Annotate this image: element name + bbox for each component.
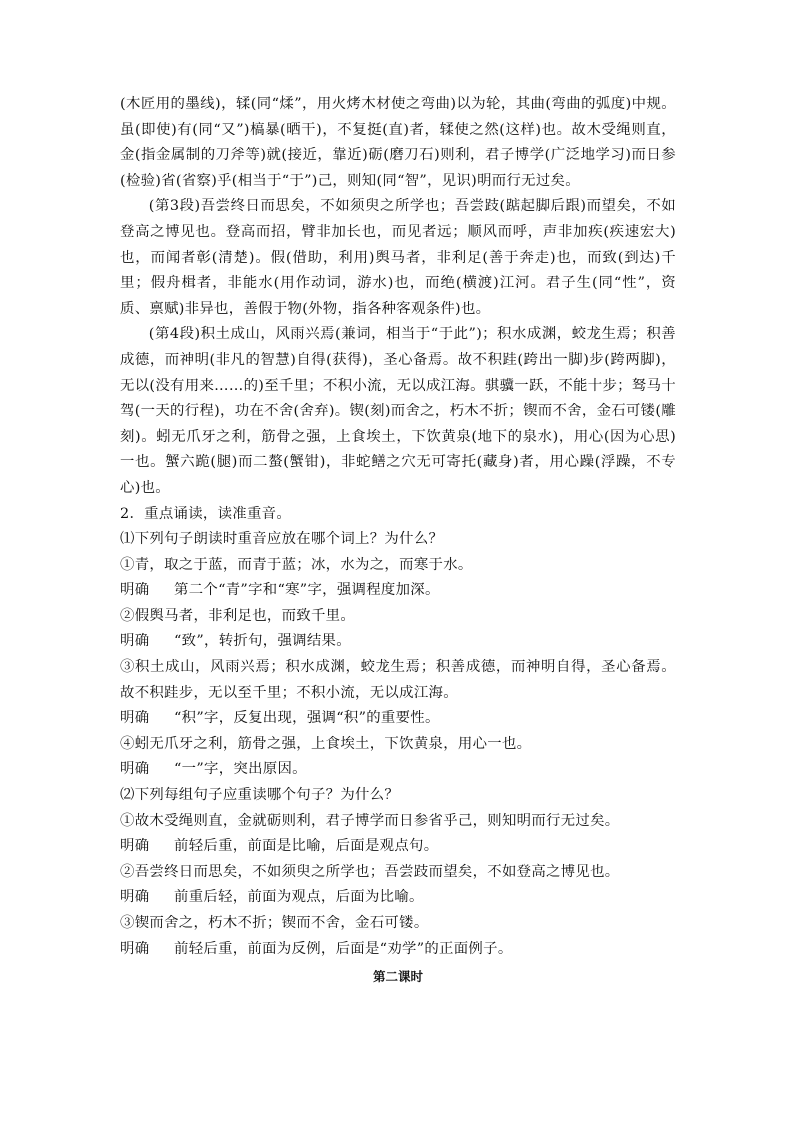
question-1-sentence-1: ①青，取之于蓝，而青于蓝；冰，水为之，而寒于水。 <box>120 556 473 573</box>
answer-label: 明确 <box>120 582 150 599</box>
question-2-answer-1 <box>120 834 676 860</box>
document-body <box>120 92 676 988</box>
answer-label: 明确 <box>120 940 150 957</box>
question-1-sentence-2: ②假舆马者，非利足也，而致千里。 <box>120 607 356 624</box>
paragraph-section-3: (第3段)吾尝终日而思矣，不如须臾之所学也；吾尝跂(踮起脚后跟)而望矣，不如登高之博见也。登高而招，臂非加长也，而见者远；顺风而呼，声非加疾(疾速宏大)也，而闻者彰(清楚)。假(借助，利用)舆马者，非利足(善于奔走)也，而致(到达)千里；假舟楫者，非能水(用作动词，游水)也，而绝(横渡)江河。君子生(同“性”，资质、禀赋)非异也，善假于物(外物，指各种客观条件)也。 <box>120 198 676 317</box>
section-heading-recitation: 2．重点诵读，读准重音。 <box>120 505 292 522</box>
lesson-title: 第二课时 <box>372 969 423 985</box>
question-2-sentence-3: ③锲而舍之，朽木不折；锲而不舍，金石可镂。 <box>120 915 429 931</box>
question-1-answer-2 <box>120 629 676 655</box>
answer-text: 前轻后重，前面为反例，后面是“劝学”的正面例子。 <box>174 940 513 957</box>
answer-label: 明确 <box>120 838 150 855</box>
question-2-sentence-2: ②吾尝终日而思矣，不如须臾之所学也；吾尝跂而望矣，不如登高之博见也。 <box>120 863 620 880</box>
answer-text: 前重后轻，前面为观点，后面为比喻。 <box>174 889 424 906</box>
question-1-answer-1 <box>120 578 676 604</box>
question-1-sentence-4: ④蚓无爪牙之利，筋骨之强，上食埃土，下饮黄泉，用心一也。 <box>120 735 532 752</box>
answer-text: “致”，转折句，强调结果。 <box>174 633 351 650</box>
answer-text: “积”字，反复出现，强调“积”的重要性。 <box>174 710 440 727</box>
question-2-answer-3 <box>120 937 676 963</box>
question-1-answer-4 <box>120 757 676 783</box>
paragraph-1: (木匠用的墨线)，𫐓(同“煣”，用火烤木材使之弯曲)以为轮，其曲(弯曲的弧度)中规。虽(即使)有(同“又”)槁暴(晒干)，不复挺(直)者，𫐓使之然(这样)也。故木受绳则直，金(指金属制的刀斧等)就(接近，靠近)砺(磨刀石)则利，君子博学(广泛地学习)而日参(检验)省(省察)乎(相当于“于”)己，则知(同“智”，见识)明而行无过矣。 <box>120 96 676 189</box>
question-1-sentence-3: ③积土成山，风雨兴焉；积水成渊，蛟龙生焉；积善成德，而神明自得，圣心备焉。故不积跬步，无以至千里；不积小流，无以成江海。 <box>120 659 676 701</box>
question-2-heading: ⑵下列每组句子应重读哪个句子？为什么？ <box>120 787 400 804</box>
answer-label: 明确 <box>120 633 150 650</box>
answer-label: 明确 <box>120 889 150 906</box>
paragraph-section-4: (第4段)积土成山，风雨兴焉(兼词，相当于“于此”)；积水成渊，蛟龙生焉；积善成德，而神明(非凡的智慧)自得(获得)，圣心备焉。故不积跬(跨出一脚)步(跨两脚)，无以(没有用来……的)至千里；不积小流，无以成江海。骐骥一跃，不能十步；驽马十驾(一天的行程)，功在不舍(舍弃)。锲(刻)而舍之，朽木不折；锲而不舍，金石可镂(雕刻)。蚓无爪牙之利，筋骨之强，上食埃土，下饮黄泉(地下的泉水)，用心(因为心思)一也。蟹六跪(腿)而二螯(蟹钳)，非蛇鳝之穴无可寄托(藏身)者，用心躁(浮躁，不专心)也。 <box>120 326 676 496</box>
answer-text: 前轻后重，前面是比喻，后面是观点句。 <box>174 838 439 855</box>
answer-label: 明确 <box>120 710 150 727</box>
question-1-heading: ⑴下列句子朗读时重音应放在哪个词上？为什么？ <box>120 531 444 548</box>
answer-label: 明确 <box>120 761 150 778</box>
question-1-answer-3 <box>120 706 676 732</box>
question-2-sentence-1: ①故木受绳则直，金就砺则利，君子博学而日参省乎己，则知明而行无过矣。 <box>120 812 620 829</box>
answer-text: 第二个“青”字和“寒”字，强调程度加深。 <box>174 582 440 599</box>
question-2-answer-2 <box>120 885 676 911</box>
answer-text: “一”字，突出原因。 <box>174 761 307 778</box>
